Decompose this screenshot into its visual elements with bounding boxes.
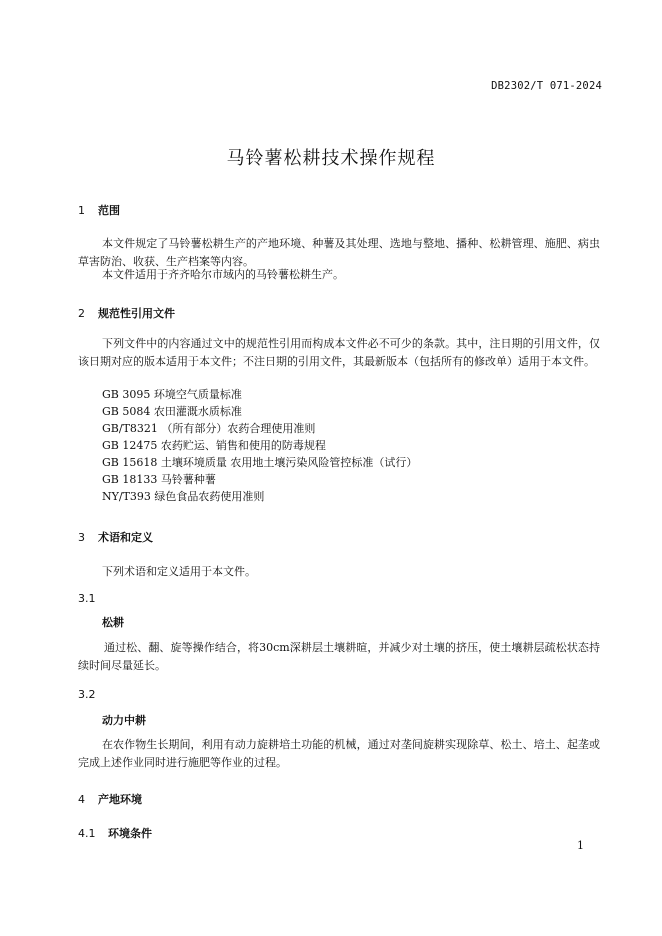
section-number: 3	[78, 531, 85, 544]
term-name: 松耕	[102, 616, 124, 629]
reference-item: GB 3095 环境空气质量标准	[102, 388, 242, 401]
section-number: 2	[78, 307, 85, 320]
scope-paragraph-2: 本文件适用于齐齐哈尔市域内的马铃薯松耕生产。	[102, 268, 344, 281]
section-title: 规范性引用文件	[98, 307, 175, 320]
reference-item: GB 5084 农田灌溉水质标准	[102, 405, 242, 418]
reference-item: GB 12475 农药贮运、销售和使用的防毒规程	[102, 439, 326, 452]
term-number: 3.1	[78, 592, 96, 605]
section-number: 4	[78, 793, 85, 806]
reference-item: GB 18133 马铃薯种薯	[102, 473, 216, 486]
normative-references-paragraph: 下列文件中的内容通过文中的规范性引用而构成本文件必不可少的条款。其中，注日期的引用文件，仅该日期对应的版本适用于本文件；不注日期的引用文件，其最新版本（包括所有的修改单）适用于本文件。	[78, 337, 600, 368]
reference-item: GB 15618 土壤环境质量 农用地土壤污染风险管控标准（试行）	[102, 456, 418, 469]
section-2-heading	[78, 305, 175, 321]
section-title: 产地环境	[98, 793, 142, 806]
subsection-title: 环境条件	[108, 827, 152, 840]
term-name: 动力中耕	[102, 714, 146, 727]
term-number: 3.2	[78, 688, 96, 701]
scope-paragraph-1: 本文件规定了马铃薯松耕生产的产地环境、种薯及其处理、选地与整地、播种、松耕管理、施肥、病虫草害防治、收获、生产档案等内容。	[78, 237, 600, 268]
subsection-number: 4.1	[78, 827, 96, 840]
page-number: 1	[577, 839, 584, 852]
section-number: 1	[78, 204, 85, 217]
terms-intro-paragraph: 下列术语和定义适用于本文件。	[102, 565, 256, 578]
section-3-heading	[78, 529, 153, 545]
reference-list	[102, 386, 417, 505]
section-1-heading	[78, 202, 120, 218]
document-title: 马铃薯松耕技术操作规程	[226, 148, 436, 169]
reference-item: GB/T8321 （所有部分）农药合理使用准则	[102, 422, 316, 435]
term-definition: 通过松、翻、旋等操作结合，将30cm深耕层土壤耕暄，并减少对土壤的挤压，使土壤耕层疏松状态持续时间尽量延长。	[78, 641, 600, 672]
section-4-heading	[78, 791, 142, 807]
reference-item: NY/T393 绿色食品农药使用准则	[102, 490, 265, 503]
subsection-4-1-heading	[78, 825, 152, 841]
section-title: 术语和定义	[98, 531, 153, 544]
term-definition: 在农作物生长期间，利用有动力旋耕培土功能的机械，通过对垄间旋耕实现除草、松土、培土、起垄或完成上述作业同时进行施肥等作业的过程。	[78, 738, 600, 769]
document-code: DB2302/T 071-2024	[491, 80, 602, 92]
section-title: 范围	[98, 204, 120, 217]
